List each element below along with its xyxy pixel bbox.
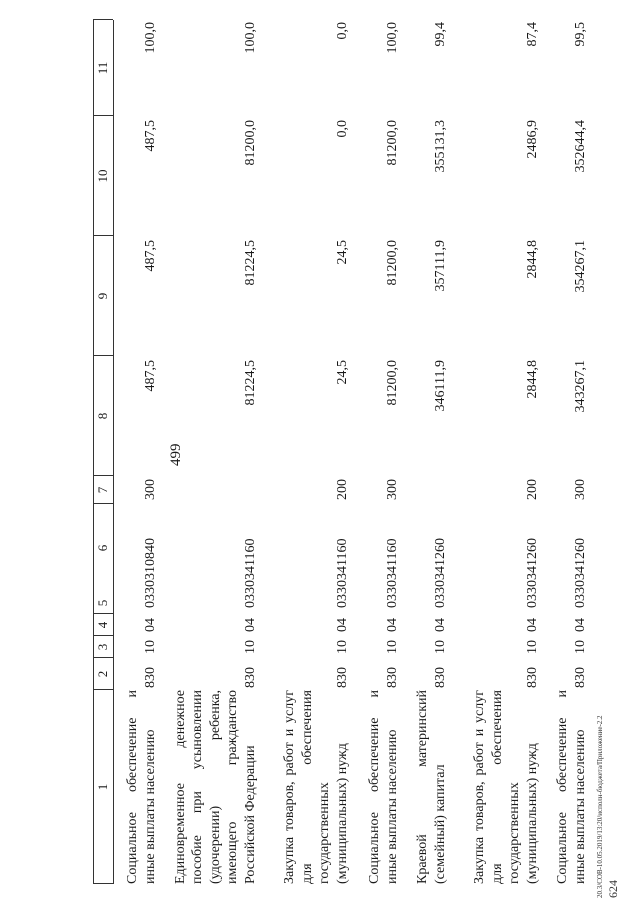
- row-col11: 99,4: [432, 22, 448, 47]
- column-header-6: 6: [95, 544, 110, 552]
- row-col9: 487,5: [142, 240, 158, 272]
- column-header-3: 3: [95, 643, 110, 651]
- row-col11: 87,4: [524, 22, 540, 47]
- row-col10: 0,0: [334, 120, 350, 138]
- corner-mark: 624: [606, 880, 620, 898]
- row-rz: 10: [334, 640, 350, 654]
- row-csr: 0330310840: [142, 538, 158, 608]
- table-row: [449, 0, 541, 904]
- row-col11: 100,0: [384, 22, 400, 54]
- table-row: [401, 0, 449, 904]
- row-name: Единовременное денежное пособие при усыновлении (удочерении) ребенка, имеющего гражданство Российской Федерации: [172, 690, 258, 884]
- row-rz: 10: [242, 640, 258, 654]
- row-col8: 81200,0: [384, 360, 400, 406]
- row-col10: 2486,9: [524, 120, 540, 159]
- column-header-1: 1: [95, 783, 110, 791]
- row-name: Закупка товаров, работ и услуг для обеспечения государственных (муниципальных) нужд: [282, 690, 350, 884]
- row-csr: 0330341260: [432, 538, 448, 608]
- row-col10: 355131,3: [432, 120, 448, 173]
- row-ved: 830: [524, 667, 540, 688]
- page-number: 499: [168, 443, 184, 466]
- column-header-4: 4: [95, 621, 110, 629]
- row-ved: 830: [432, 667, 448, 688]
- row-csr: 0330341260: [572, 538, 588, 608]
- row-name: Краевой материнский (семейный) капитал: [415, 690, 448, 884]
- row-vr: 300: [572, 479, 588, 500]
- row-csr: 0330341160: [384, 538, 400, 608]
- row-col8: 2844,8: [524, 360, 540, 399]
- row-col9: 357111,9: [432, 240, 448, 292]
- row-pr: 04: [572, 618, 588, 632]
- row-vr: 300: [384, 479, 400, 500]
- column-header-10: 10: [95, 169, 110, 183]
- row-col10: 81200,0: [242, 120, 258, 166]
- row-col8: 343267,1: [572, 360, 588, 413]
- row-col10: 352644,4: [572, 120, 588, 173]
- column-header-11: 11: [95, 61, 110, 75]
- column-header-9: 9: [95, 292, 110, 300]
- row-col8: 346111,9: [432, 360, 448, 412]
- row-ved: 830: [242, 667, 258, 688]
- row-col8: 24,5: [334, 360, 350, 385]
- table-row: [259, 0, 351, 904]
- row-ved: 830: [384, 667, 400, 688]
- row-csr: 0330341160: [334, 538, 350, 608]
- row-csr: 0330341160: [242, 538, 258, 608]
- row-col9: 81200,0: [384, 240, 400, 286]
- row-name: Социальное обеспечение и иные выплаты населению: [555, 690, 588, 884]
- row-col9: 24,5: [334, 240, 350, 265]
- row-col8: 81224,5: [242, 360, 258, 406]
- column-header-7: 7: [95, 486, 110, 494]
- table-row: [541, 0, 589, 904]
- row-col9: 2844,8: [524, 240, 540, 279]
- footer-note: 20.3/СОВ-10.05.2019/13:20/исполн-бюджета/Приложение-2.2: [596, 715, 604, 898]
- row-name: Социальное обеспечение и иные выплаты населению: [125, 690, 158, 884]
- row-name: Социальное обеспечение и иные выплаты населению: [367, 690, 400, 884]
- row-vr: 200: [334, 479, 350, 500]
- row-col9: 81224,5: [242, 240, 258, 286]
- row-col10: 81200,0: [384, 120, 400, 166]
- column-header-8: 8: [95, 412, 110, 420]
- row-ved: 830: [334, 667, 350, 688]
- table-row: [159, 0, 259, 904]
- column-header-2: 2: [95, 670, 110, 678]
- row-rz: 10: [384, 640, 400, 654]
- row-col11: 99,5: [572, 22, 588, 47]
- row-vr: 300: [142, 479, 158, 500]
- row-col11: 0,0: [334, 22, 350, 40]
- row-col11: 100,0: [142, 22, 158, 54]
- row-rz: 10: [432, 640, 448, 654]
- row-pr: 04: [432, 618, 448, 632]
- row-pr: 04: [334, 618, 350, 632]
- row-csr: 0330341260: [524, 538, 540, 608]
- table-row: [351, 0, 401, 904]
- row-col10: 487,5: [142, 120, 158, 152]
- row-col11: 100,0: [242, 22, 258, 54]
- row-pr: 04: [242, 618, 258, 632]
- row-col9: 354267,1: [572, 240, 588, 293]
- row-pr: 04: [142, 618, 158, 632]
- row-rz: 10: [142, 640, 158, 654]
- row-name: Закупка товаров, работ и услуг для обеспечения государственных (муниципальных) нужд: [472, 690, 540, 884]
- row-col8: 487,5: [142, 360, 158, 392]
- row-ved: 830: [142, 667, 158, 688]
- row-pr: 04: [524, 618, 540, 632]
- table-row: [113, 0, 159, 904]
- row-pr: 04: [384, 618, 400, 632]
- row-rz: 10: [572, 640, 588, 654]
- column-header-5: 5: [95, 599, 110, 607]
- row-vr: 200: [524, 479, 540, 500]
- row-ved: 830: [572, 667, 588, 688]
- row-rz: 10: [524, 640, 540, 654]
